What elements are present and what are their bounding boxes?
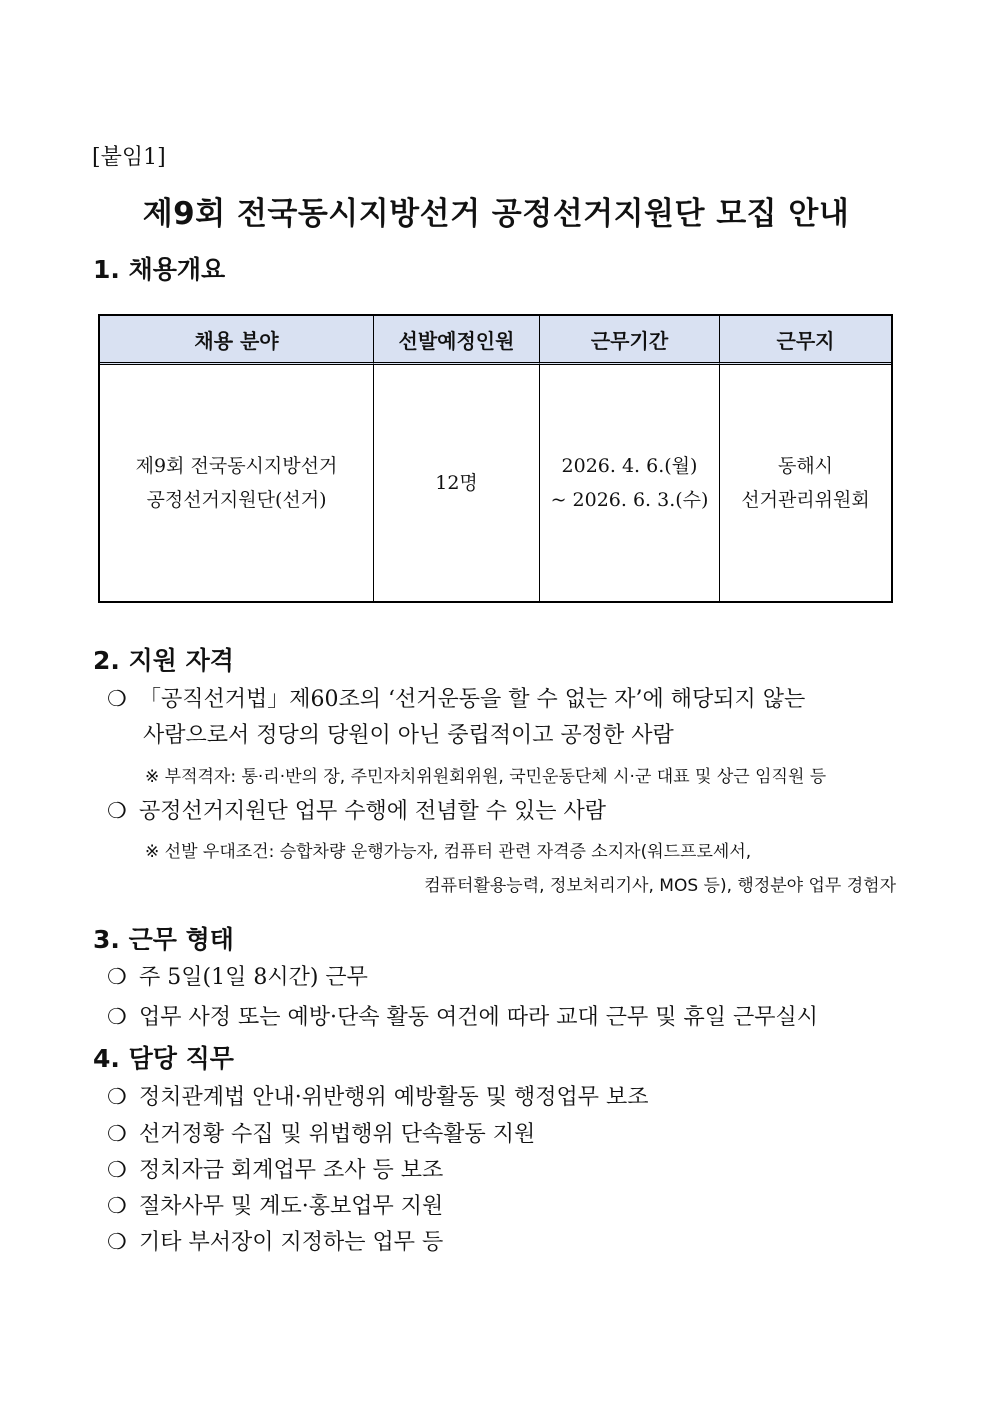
cell-period bbox=[540, 365, 720, 601]
section-heading-qualification: 2. 지원 자격 bbox=[93, 646, 234, 675]
table-row bbox=[100, 365, 891, 601]
list-item bbox=[107, 1225, 443, 1256]
bullet-circle-icon: ❍ bbox=[107, 1230, 127, 1255]
list-item bbox=[107, 682, 805, 713]
qualification-note1: ※ 부적격자: 통·리·반의 장, 주민자치위원회위원, 국민운동단체 시·군 대표 및 상근 임직원 등 bbox=[145, 767, 827, 787]
list-item bbox=[107, 1000, 818, 1031]
bullet-circle-icon: ❍ bbox=[107, 1005, 127, 1030]
header-field: 채용 분야 bbox=[100, 316, 374, 365]
attachment-label: [붙임1] bbox=[92, 145, 166, 170]
work-type-item: 업무 사정 또는 예방·단속 활동 여건에 따라 교대 근무 및 휴일 근무실시 bbox=[139, 1005, 818, 1030]
list-item bbox=[107, 1153, 443, 1184]
bullet-circle-icon: ❍ bbox=[107, 687, 127, 712]
place-line1: 동해시 bbox=[777, 455, 834, 477]
header-place: 근무지 bbox=[720, 316, 891, 365]
section-heading-overview: 1. 채용개요 bbox=[93, 255, 226, 284]
header-period: 근무기간 bbox=[540, 316, 720, 365]
page-title: 제9회 전국동시지방선거 공정선거지원단 모집 안내 bbox=[142, 196, 850, 232]
period-line1: 2026. 4. 6.(월) bbox=[561, 455, 698, 477]
cell-count: 12명 bbox=[374, 365, 540, 601]
list-item bbox=[107, 1189, 443, 1220]
list-item bbox=[107, 1117, 535, 1148]
header-count: 선발예정인원 bbox=[374, 316, 540, 365]
table-header-row bbox=[100, 316, 891, 365]
work-type-item: 주 5일(1일 8시간) 근무 bbox=[139, 965, 368, 990]
list-item bbox=[107, 794, 606, 825]
bullet-circle-icon: ❍ bbox=[107, 1122, 127, 1147]
bullet-circle-icon: ❍ bbox=[107, 1194, 127, 1219]
cell-place bbox=[720, 365, 891, 601]
duty-item: 절차사무 및 계도·홍보업무 지원 bbox=[139, 1194, 444, 1219]
duty-item: 정치자금 회계업무 조사 등 보조 bbox=[139, 1158, 444, 1183]
qualification-note2-line2: 컴퓨터활용능력, 정보처리기사, MOS 등), 행정분야 업무 경험자 bbox=[424, 876, 896, 896]
period-line2: ~ 2026. 6. 3.(수) bbox=[550, 489, 709, 511]
bullet-circle-icon: ❍ bbox=[107, 1158, 127, 1183]
duty-item: 기타 부서장이 지정하는 업무 등 bbox=[139, 1230, 444, 1255]
duty-item: 선거정황 수집 및 위법행위 단속활동 지원 bbox=[139, 1122, 536, 1147]
section-heading-duties: 4. 담당 직무 bbox=[93, 1044, 234, 1073]
list-item bbox=[107, 960, 368, 991]
place-line2: 선거관리위원회 bbox=[741, 489, 870, 511]
list-item bbox=[107, 1080, 649, 1111]
bullet-circle-icon: ❍ bbox=[107, 1085, 127, 1110]
field-line2: 공정선거지원단(선거) bbox=[146, 489, 327, 511]
qualification-item2: 공정선거지원단 업무 수행에 전념할 수 있는 사람 bbox=[139, 799, 607, 824]
cell-field bbox=[100, 365, 374, 601]
bullet-circle-icon: ❍ bbox=[107, 965, 127, 990]
section-heading-work-type: 3. 근무 형태 bbox=[93, 925, 234, 954]
field-line1: 제9회 전국동시지방선거 bbox=[135, 455, 338, 477]
duty-item: 정치관계법 안내·위반행위 예방활동 및 행정업무 보조 bbox=[139, 1085, 649, 1110]
qualification-item1-line2: 사람으로서 정당의 당원이 아닌 중립적이고 공정한 사람 bbox=[143, 723, 674, 748]
bullet-circle-icon: ❍ bbox=[107, 799, 127, 824]
qualification-item1-line1: 「공직선거법」제60조의 ‘선거운동을 할 수 없는 자’에 해당되지 않는 bbox=[139, 687, 806, 712]
qualification-note2-line1: ※ 선발 우대조건: 승합차량 운행가능자, 컴퓨터 관련 자격증 소지자(워드프로세서, bbox=[145, 842, 752, 862]
recruitment-table bbox=[98, 314, 893, 603]
